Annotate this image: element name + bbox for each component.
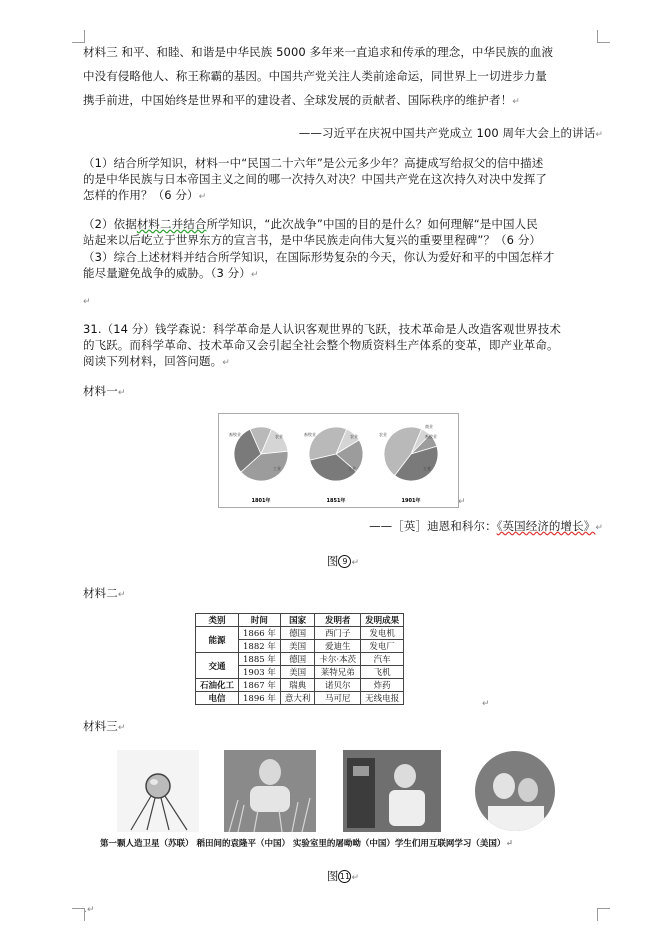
q31-line3: 阅读下列材料，回答问题。↵ bbox=[83, 354, 230, 368]
material3-line3: 携手前进，中国始终是世界和平的建设者、全球发展的贡献者、国际秩序的维护者！↵ bbox=[83, 93, 520, 107]
material1-source: ——［英］迪恩和科尔：《英国经济的增长》↵ bbox=[369, 519, 603, 533]
table-cell-result: 发电厂 bbox=[361, 640, 404, 653]
table-cell-country: 意大利 bbox=[280, 692, 315, 705]
table-cell-inventor: 诺贝尔 bbox=[315, 679, 361, 692]
pie-year-label: 1801年 bbox=[251, 498, 271, 504]
pie-label: 畜牧业 bbox=[304, 432, 316, 437]
corner-mark bbox=[597, 30, 610, 43]
paragraph-mark: ↵ bbox=[482, 699, 490, 709]
photos-caption: 第一颗人造卫星（苏联） 稻田间的袁隆平（中国） 实验室里的屠呦呦（中国）学生们用互联网学习（美国）↵ bbox=[100, 839, 513, 849]
table-cell-inventor: 爱迪生 bbox=[315, 640, 361, 653]
paragraph-mark: .↵ bbox=[84, 905, 95, 915]
table-cell-result: 汽车 bbox=[361, 653, 404, 666]
inventions-table bbox=[195, 613, 404, 705]
question-3-line1: （3）综合上述材料并结合所学知识，在国际形势复杂的今天，你认为爱好和平的中国怎样才 bbox=[83, 250, 555, 264]
table-cell-result: 飞机 bbox=[361, 666, 404, 679]
table-cell-result: 炸药 bbox=[361, 679, 404, 692]
tu-youyou-photo bbox=[343, 750, 441, 832]
table-cell-year: 1885 年 bbox=[239, 653, 281, 666]
figure-9-caption: 图 9 ↵ bbox=[326, 554, 360, 568]
paragraph-mark: ↵ bbox=[458, 497, 466, 507]
table-cell-year: 1896 年 bbox=[239, 692, 281, 705]
table-header-cell: 发明者 bbox=[315, 614, 361, 627]
table-cell-result: 无线电报 bbox=[361, 692, 404, 705]
category-cell: 能源 bbox=[196, 627, 239, 653]
pie-label: 商业 bbox=[425, 424, 433, 429]
question-1-line2: 的是中华民族与日本帝国主义之间的哪一次持久对决？中国共产党在这次持久对决中发挥了 bbox=[83, 172, 547, 186]
material1-label: 材料一↵ bbox=[83, 384, 126, 398]
q31-line1: 31.（14 分）钱学森说：科学革命是人认识客观世界的飞跃，技术革命是人改造客观世界技术 bbox=[83, 322, 561, 336]
table-cell-inventor: 莱特兄弟 bbox=[315, 666, 361, 679]
pie-charts-svg bbox=[219, 414, 458, 507]
category-cell: 电信 bbox=[196, 692, 239, 705]
question-2-line1: （2）依据材料二并结合所学知识，“此次战争”中国的目的是什么？如何理解“是中国人民 bbox=[83, 217, 538, 231]
satellite-photo bbox=[117, 750, 199, 832]
table-cell-year: 1866 年 bbox=[239, 627, 281, 640]
q31-line2: 的飞跃。而科学革命、技术革命又会引起全社会整个物质资料生产体系的变革，即产业革命。 bbox=[83, 338, 559, 352]
figure-11-caption: 图11↵ bbox=[326, 869, 360, 883]
table-header-cell: 国家 bbox=[280, 614, 315, 627]
pie-label: 农业 bbox=[379, 432, 387, 437]
table-row bbox=[196, 653, 404, 666]
table-cell-year: 1903 年 bbox=[239, 666, 281, 679]
material3-line2: 中没有侵略他人、称王称霸的基因。中国共产党关注人类前途命运，同世界上一切进步力量 bbox=[83, 69, 547, 83]
pie-label: 工业 bbox=[273, 466, 281, 471]
category-cell: 石油化工 bbox=[196, 679, 239, 692]
table-header-cell: 类别 bbox=[196, 614, 239, 627]
material2-label: 材料二↵ bbox=[83, 586, 126, 600]
lab-equipment-icon bbox=[347, 758, 375, 828]
table-row bbox=[196, 627, 404, 640]
table-cell-inventor: 马可尼 bbox=[315, 692, 361, 705]
corner-mark bbox=[72, 30, 85, 43]
table-cell-inventor: 卡尔·本茨 bbox=[315, 653, 361, 666]
table-header-cell: 时间 bbox=[239, 614, 281, 627]
material3-line1: 材料三 和平、和睦、和谐是中华民族 5000 多年来一直追求和传承的理念，中华民族的血液 bbox=[83, 45, 554, 59]
question-1-line3: 怎样的作用？（6 分）↵ bbox=[83, 188, 207, 202]
blank-paragraph: ↵ bbox=[83, 297, 91, 307]
table-cell-country: 瑞典 bbox=[280, 679, 315, 692]
table-row bbox=[196, 692, 404, 705]
pie-year-label: 1901年 bbox=[401, 498, 421, 504]
table-cell-inventor: 西门子 bbox=[315, 627, 361, 640]
question-3-line2: 能尽量避免战争的威胁。（3 分）↵ bbox=[83, 266, 259, 280]
pie-label: 畜牧业 bbox=[229, 432, 241, 437]
pie-charts-figure bbox=[218, 413, 459, 508]
category-cell: 交通 bbox=[196, 653, 239, 679]
pie-label: 农业 bbox=[350, 434, 358, 439]
material3-label: 材料三↵ bbox=[83, 719, 126, 733]
table-cell-country: 美国 bbox=[280, 666, 315, 679]
yuan-longping-photo bbox=[224, 750, 316, 832]
question-1-line1: （1）结合所学知识，材料一中“民国二十六年”是公元多少年？高捷成写给叔父的信中描述 bbox=[83, 156, 544, 170]
pie-label: 畜牧业 bbox=[425, 434, 437, 439]
table-cell-country: 美国 bbox=[280, 640, 315, 653]
table-cell-year: 1867 年 bbox=[239, 679, 281, 692]
students-internet-photo bbox=[474, 750, 556, 832]
table-row bbox=[196, 679, 404, 692]
pie-label: 工业 bbox=[423, 466, 431, 471]
table-cell-country: 德国 bbox=[280, 627, 315, 640]
table-cell-result: 发电机 bbox=[361, 627, 404, 640]
pie-label: 农业 bbox=[275, 434, 283, 439]
table-header-cell: 发明成果 bbox=[361, 614, 404, 627]
table-cell-country: 德国 bbox=[280, 653, 315, 666]
question-2-line2: 站起来以后屹立于世界东方的宣言书，是中华民族走向伟大复兴的重要里程碑”？（6 分） bbox=[83, 233, 542, 247]
table-header-row bbox=[196, 614, 404, 627]
table-cell-year: 1882 年 bbox=[239, 640, 281, 653]
pie-year-label: 1851年 bbox=[326, 498, 346, 504]
pie-label: 工业 bbox=[348, 466, 356, 471]
speech-source: ——习近平在庆祝中国共产党成立 100 周年大会上的讲话↵ bbox=[298, 126, 603, 140]
